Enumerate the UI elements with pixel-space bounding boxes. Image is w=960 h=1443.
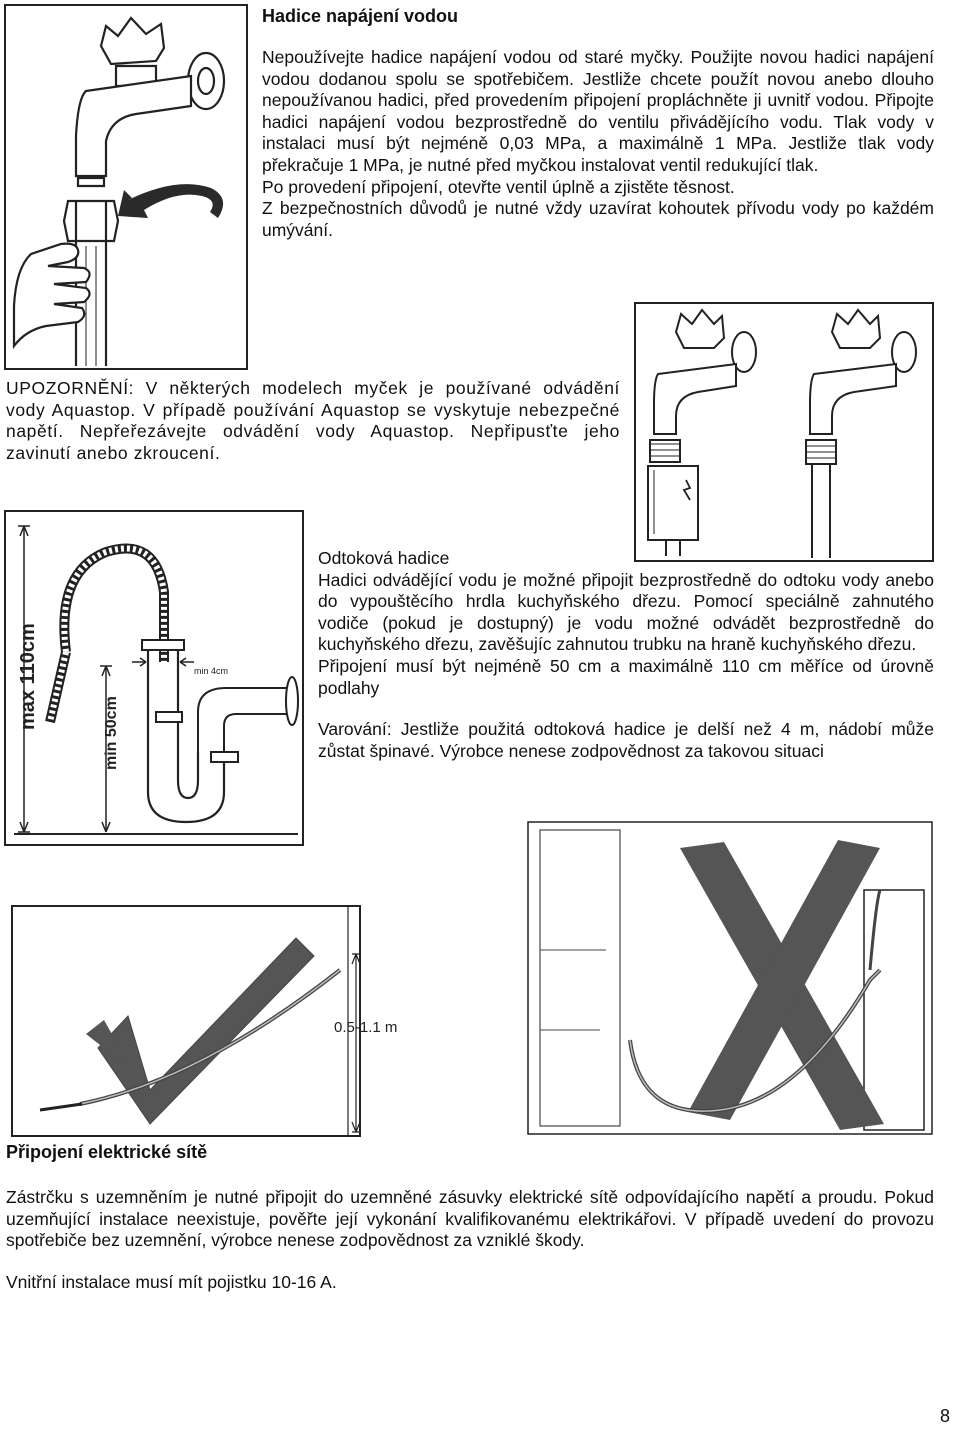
hose-routing-figure	[0, 820, 936, 1140]
hose-routing-illustration	[0, 820, 936, 1140]
drain-hose-caution: Varování: Jestliže použitá odtoková hadice je delší než 4 m, nádobí může zůstat špinavé. Výrobce nenese zodpovědnost za takovou situaci	[318, 719, 934, 761]
page-number: 8	[940, 1406, 951, 1426]
drain-hose-section	[318, 548, 934, 762]
water-supply-paragraph: Po provedení připojení, otevřte ventil úplně a zjistěte těsnost.	[262, 176, 735, 197]
water-supply-paragraph: Z bezpečnostních důvodů je nutné vždy uzavírat kohoutek přívodu vody po každém umývání.	[262, 198, 934, 240]
tap-connection-figure	[4, 4, 248, 370]
drain-siphon-illustration	[6, 512, 302, 844]
electrical-paragraph: Zástrčku s uzemněním je nutné připojit do uzemněné zásuvky elektrické sítě odpovídajícího napětí a proudu. Pokud uzemňující instalace neexistuje, pověřte její vykonání kvalifikovanému elektrikářovi. V případě uvedení do provozu spotřebiče bez uzemnění, výrobce nenese zodpovědnost za vzniklé škody.	[6, 1187, 934, 1251]
warning-text: UPOZORNĚNÍ: V některých modelech myček je používané odvádění vody Aquastop. V případě používání Aquastop se vyskytuje nebezpečné napětí. Nepřeřezávejte odvádění vody Aquastop. Nepřipusťte jeho zavinutí anebo zkroucení.	[6, 378, 620, 463]
aquastop-taps-illustration	[636, 304, 932, 560]
drain-hose-paragraph: Připojení musí být nejméně 50 cm a maximálně 110 cm měříce od úrovně podlahy	[318, 655, 934, 698]
water-supply-section	[262, 6, 934, 241]
aquastop-figure	[634, 302, 934, 562]
water-supply-heading: Hadice napájení vodou	[262, 6, 459, 26]
aquastop-warning	[6, 378, 620, 464]
electrical-heading: Připojení elektrické sítě	[6, 1142, 208, 1162]
water-supply-paragraph: Nepoužívejte hadice napájení vodou od staré myčky. Použijte novou hadici napájení vodou dodanou spolu se spotřebičem. Jestliže chcete použít novou anebo dlouho nepoužívanou hadici, před provedením připojení propláchněte ji uvnitř vodou. Připojte hadici napájení vodou bezprostředně do ventilu přivádějícího vodu. Tlak vody v instalaci musí být nejméně 0,03 MPa, a maximálně 1 MPa. Jestliže tlak vody překračuje 1 MPa, je nutné před myčkou instalovat ventil redukující tlak.	[262, 47, 934, 175]
drain-hose-title: Odtoková hadice	[318, 548, 450, 568]
drain-hose-paragraph: Hadici odvádějící vodu je možné připojit bezprostředně do odtoku vody anebo do vypouštěcího hrdla kuchyňského dřezu. Pomocí speciálně zahnutého vodiče (pokud je dostupný) je vodu možné odvádět bezprostředně do kuchyňského dřezu, zavěšujíc zahnutou trubku na hraně kuchyňského dřezu.	[318, 569, 934, 655]
height-range-label: 0.5-1.1 m	[334, 1019, 398, 1036]
electrical-section	[6, 1142, 934, 1293]
tap-hand-illustration	[6, 6, 246, 368]
min-height-label: min 50cm	[103, 696, 120, 770]
min-gap-label: min 4cm	[194, 666, 229, 676]
max-height-label: max 110cm	[17, 623, 39, 730]
electrical-paragraph: Vnitřní instalace musí mít pojistku 10-16 A.	[6, 1271, 337, 1292]
drain-height-figure	[4, 510, 304, 846]
